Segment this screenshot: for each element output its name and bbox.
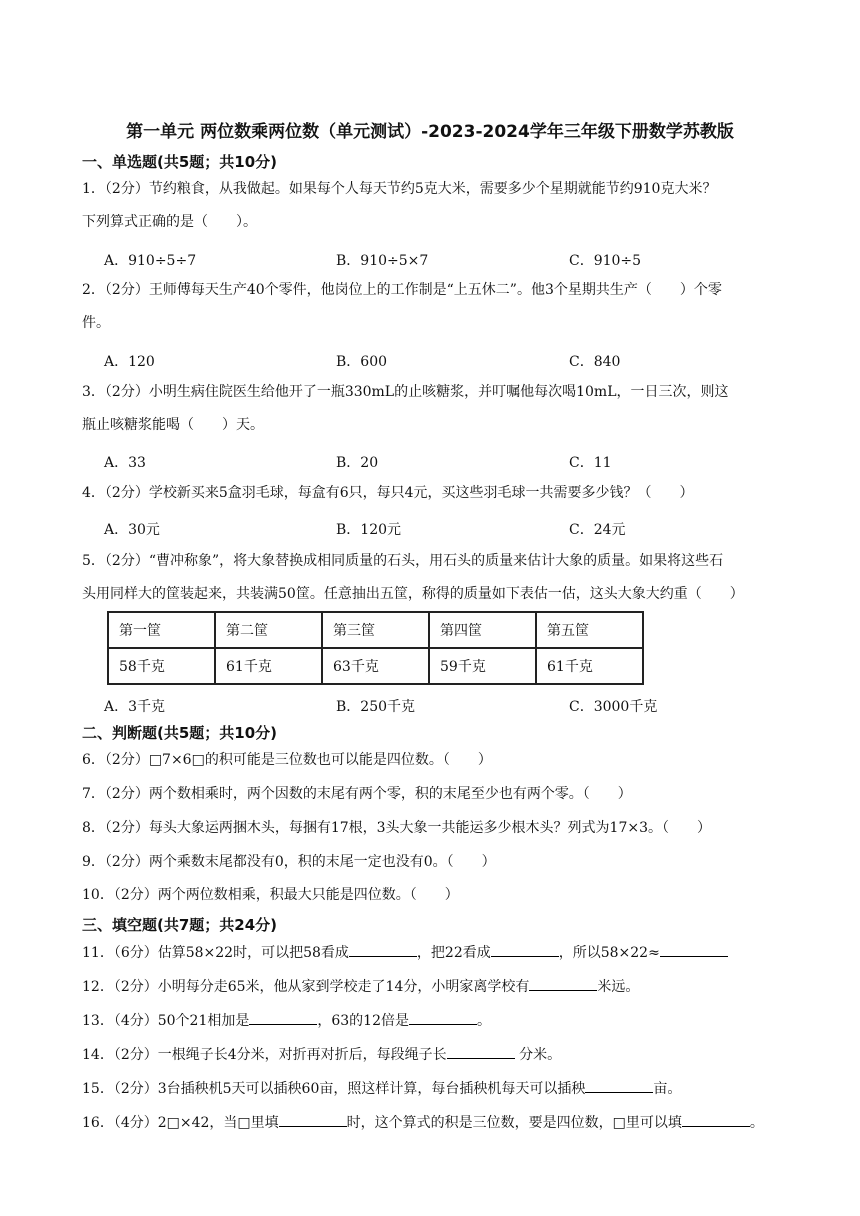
table-cell: 第一筐 (108, 612, 215, 648)
table-row (108, 648, 643, 684)
question-text: 分米。 (514, 1047, 562, 1063)
option-c: C．910÷5 (569, 253, 642, 269)
options-q1 (104, 250, 804, 272)
question-text: 下列算式正确的是（ ）。 (82, 214, 257, 230)
question-text: 。 (477, 1013, 491, 1029)
option-c: C．24元 (569, 522, 626, 538)
question-text: ，所以58×22≈ (558, 945, 660, 961)
option-b: B．20 (336, 455, 379, 471)
question-text: 时，这个算式的积是三位数，要是四位数，□里可以填 (346, 1115, 682, 1131)
option-c: C．3000千克 (569, 699, 658, 715)
question-text: 12．（2分）小明每分走65米，他从家到学校走了14分，小明家离学校有 (82, 979, 530, 995)
question-9: 9．（2分）两个乘数末尾都没有0，积的末尾一定也没有0。（ ） (82, 854, 496, 870)
option-c: C．11 (569, 455, 612, 471)
table-cell: 61千克 (536, 648, 643, 684)
question-11 (82, 937, 814, 970)
weights-table (107, 611, 644, 685)
question-text: 亩。 (653, 1081, 682, 1097)
option-b: B．250千克 (336, 699, 416, 715)
question-text: 14．（2分）一根绳子长4分米，对折再对折后，每段绳子长 (82, 1047, 447, 1063)
question-1 (82, 173, 814, 239)
question-2 (82, 274, 814, 340)
section-heading-single-choice: 一、单选题(共5题；共10分) (82, 153, 278, 171)
answer-blank[interactable] (249, 1010, 317, 1025)
question-text: 11．（6分）估算58×22时，可以把58看成 (82, 945, 349, 961)
question-14 (82, 1039, 814, 1072)
answer-blank[interactable] (349, 942, 417, 957)
option-b: B．600 (336, 354, 388, 370)
question-text: 2．（2分）王师傅每天生产40个零件，他岗位上的工作制是“上五休二”。他3个星期共生产（ ）个零 (82, 282, 722, 298)
section-heading-true-false: 二、判断题(共5题；共10分) (82, 724, 278, 742)
question-text: 13．（4分）50个21相加是 (82, 1013, 250, 1029)
table-header-row (108, 612, 643, 648)
question-10: 10．（2分）两个两位数相乘，积最大只能是四位数。（ ） (82, 887, 459, 903)
answer-blank[interactable] (279, 1112, 347, 1127)
answer-blank[interactable] (682, 1112, 750, 1127)
answer-blank[interactable] (660, 942, 728, 957)
question-text: 3．（2分）小明生病住院医生给他开了一瓶330mL的止咳糖浆，并叮嘱他每次喝10mL，一日三次，则这 (82, 384, 729, 400)
option-a: A．33 (104, 455, 146, 471)
answer-blank[interactable] (447, 1044, 515, 1059)
question-3 (82, 376, 814, 442)
table-cell: 第二筐 (215, 612, 322, 648)
question-12 (82, 971, 814, 1004)
table-cell: 61千克 (215, 648, 322, 684)
section-heading-fill-blank: 三、填空题(共7题；共24分) (82, 916, 278, 934)
question-13 (82, 1005, 814, 1038)
answer-blank[interactable] (585, 1078, 653, 1093)
question-text: 件。 (82, 315, 110, 331)
table-cell: 第五筐 (536, 612, 643, 648)
question-5 (82, 545, 814, 611)
question-text: ，把22看成 (416, 945, 491, 961)
question-text: 头用同样大的筐装起来，共装满50筐。任意抽出五筐，称得的质量如下表估一估，这头大象大约重（ ） (82, 586, 744, 602)
question-text: 米远。 (597, 979, 640, 995)
option-a: A．120 (104, 354, 155, 370)
option-a: A．910÷5÷7 (104, 253, 197, 269)
question-text: 4．（2分）学校新买来5盒羽毛球，每盒有6只，每只4元，买这些羽毛球一共需要多少钱？（ ） (82, 485, 694, 501)
page-title: 第一单元 两位数乘两位数（单元测试）-2023-2024学年三年级下册数学苏教版 (126, 122, 734, 142)
question-15 (82, 1073, 814, 1106)
options-q3 (104, 452, 804, 474)
question-text: 16．（4分）2□×42，当□里填 (82, 1115, 279, 1131)
answer-blank[interactable] (409, 1010, 477, 1025)
question-16 (82, 1107, 814, 1140)
option-b: B．910÷5×7 (336, 253, 429, 269)
option-b: B．120元 (336, 522, 402, 538)
option-a: A．30元 (104, 522, 160, 538)
table-cell: 第三筐 (322, 612, 429, 648)
question-7: 7．（2分）两个数相乘时，两个因数的末尾有两个零，积的末尾至少也有两个零。（ ） (82, 786, 632, 802)
table-cell: 58千克 (108, 648, 215, 684)
question-text: ，63的12倍是 (317, 1013, 409, 1029)
answer-blank[interactable] (529, 976, 597, 991)
question-4 (82, 477, 814, 510)
table-cell: 59千克 (429, 648, 536, 684)
option-c: C．840 (569, 354, 621, 370)
options-q2 (104, 351, 804, 373)
question-text: 1．（2分）节约粮食，从我做起。如果每个人每天节约5克大米，需要多少个星期就能节约910克大米？ (82, 181, 717, 197)
option-a: A．3千克 (104, 699, 166, 715)
question-text: 。 (749, 1115, 764, 1131)
question-text: 5．（2分）“曹冲称象”，将大象替换成相同质量的石头，用石头的质量来估计大象的质量。如果将这些石 (82, 553, 724, 569)
question-text: 瓶止咳糖浆能喝（ ）天。 (82, 417, 264, 433)
question-text: 15．（2分）3台插秧机5天可以插秧60亩，照这样计算，每台插秧机每天可以插秧 (82, 1081, 586, 1097)
table-cell: 第四筐 (429, 612, 536, 648)
answer-blank[interactable] (491, 942, 559, 957)
question-6: 6．（2分）□7×6□的积可能是三位数也可以能是四位数。（ ） (82, 752, 492, 768)
options-q4 (104, 519, 804, 541)
question-8: 8．（2分）每头大象运两捆木头，每捆有17根，3头大象一共能运多少根木头？列式为17×3。（ ） (82, 820, 711, 836)
table-cell: 63千克 (322, 648, 429, 684)
options-q5 (104, 696, 804, 718)
